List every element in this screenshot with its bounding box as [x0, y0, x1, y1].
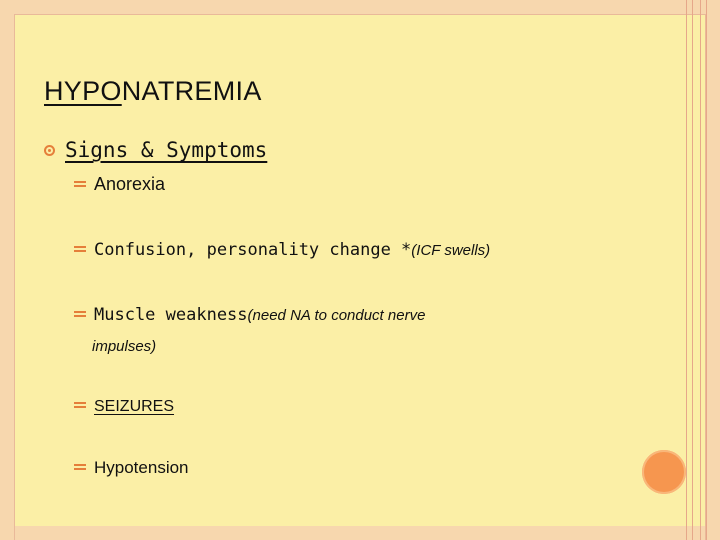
bullet-icon	[74, 310, 86, 318]
item-text: Confusion, personality change *	[94, 240, 412, 260]
list-item	[74, 458, 189, 478]
item-note: (ICF swells)	[411, 242, 491, 259]
bullet-icon	[74, 245, 86, 253]
list-item	[74, 174, 165, 195]
list-item	[74, 240, 490, 260]
item-note-continued: impulses)	[92, 338, 157, 355]
decor-circle	[642, 450, 686, 494]
list-item	[74, 305, 425, 325]
item-note: (need NA to conduct nerve	[247, 307, 426, 324]
bullet-icon	[74, 463, 86, 471]
heading-text: Signs & Symptoms	[65, 138, 268, 162]
decor-line	[706, 0, 707, 540]
slide-title	[44, 76, 262, 107]
circle-bullet-icon	[44, 145, 55, 156]
bullet-icon	[74, 180, 86, 188]
item-text: SEIZURES	[94, 398, 175, 415]
list-item	[74, 398, 174, 416]
decor-line	[700, 0, 701, 540]
heading-bullet	[44, 138, 267, 162]
bullet-icon	[74, 401, 86, 409]
decor-line	[692, 0, 693, 540]
item-text: Muscle weakness	[94, 305, 248, 325]
decor-line	[686, 0, 687, 540]
item-text: Anorexia	[94, 174, 166, 194]
item-text: Hypotension	[94, 458, 189, 477]
title-suffix: NATREMIA	[121, 76, 262, 106]
title-prefix: HYPO	[44, 76, 122, 106]
